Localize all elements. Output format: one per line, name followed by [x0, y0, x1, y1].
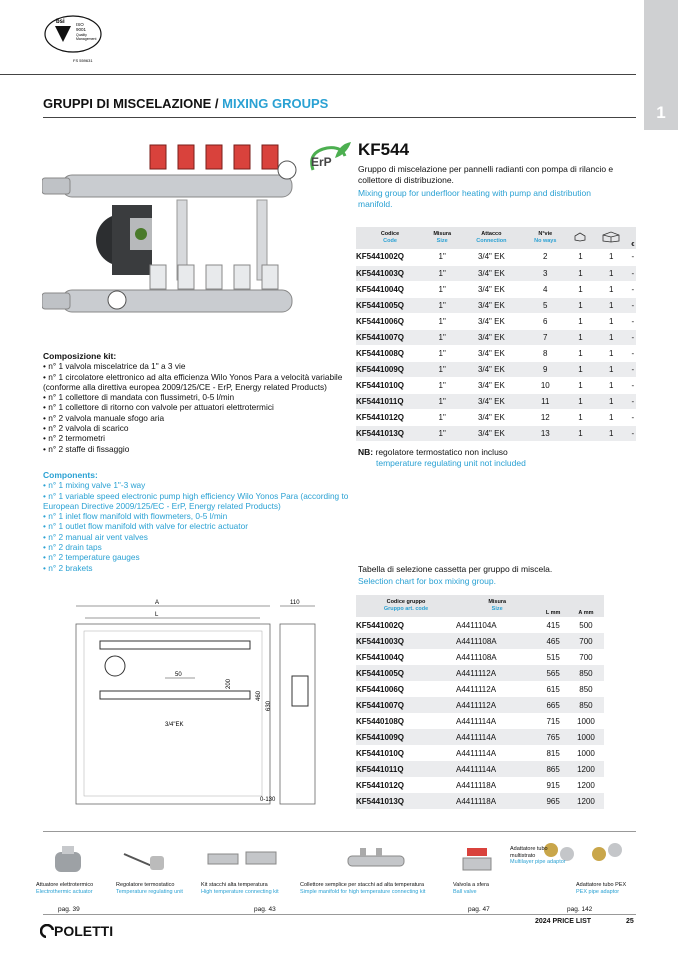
table-cell: KF5441010Q [356, 377, 424, 393]
ball-valve-icon [461, 844, 493, 878]
svg-text:630: 630 [266, 700, 272, 711]
thermostat-icon [122, 844, 168, 874]
table-cell: 1 [593, 265, 630, 281]
table-cell: KF5441007Q [356, 329, 424, 345]
actuator-icon [50, 842, 90, 878]
table-header-row [356, 595, 604, 617]
table-cell: 565 [538, 665, 568, 681]
table-cell: KF5441011Q [356, 761, 456, 777]
table-row [356, 361, 636, 377]
kit-composition-it: Composizione kit: • n° 1 valvola miscelatrice da 1" a 3 vie • n° 1 circolatore elettronico ad alta efficienza Wilo Yonos Para a velocità variabile (conforme alla direttiva europea 2009/125/CE - ErP, Energy related Products) • n° 1 collettore di mandata con flussimetri, 0-5 l/min • n° 1 collettore di ritorno con valvole per attuatori elettrotermici • n° 2 valvola manuale sfogo aria • n° 2 valvola di scarico • n° 2 termometri • n° 2 staffe di fissaggio [43, 351, 358, 454]
table-cell: 1 [568, 361, 593, 377]
page-ref: pag. 39 [58, 906, 80, 913]
table-row [356, 697, 604, 713]
cert-org: bsi [56, 19, 65, 25]
table-cell: A4411108A [456, 633, 538, 649]
table-cell: 3/4" EK [460, 265, 522, 281]
table-cell: 715 [546, 716, 560, 726]
table-cell: - [630, 409, 636, 425]
table-cell: A4411118A [456, 793, 538, 809]
table-cell: - [630, 281, 636, 297]
table-cell: 1000 [577, 748, 595, 758]
footer-rule [43, 914, 636, 915]
svg-text:ISO: ISO [76, 22, 84, 27]
list-item: • n° 1 inlet flow manifold with flowmeters, 0-5 l/min [43, 511, 228, 522]
table-cell: - [630, 361, 636, 377]
list-item: • n° 1 variable speed electronic pump high efficiency Wilo Yonos Para (according to European Directive 2009/125/EC - ErP, Energy related Products) [43, 490, 349, 511]
table-cell: KF5441009Q [356, 361, 424, 377]
table-cell: A4411104A [456, 620, 497, 630]
table-cell: 515 [546, 652, 560, 662]
table-cell: KF5441005Q [356, 665, 456, 681]
table-cell: 1 [568, 281, 593, 297]
table-cell: 1" [424, 425, 460, 441]
table-cell: KF5440108Q [356, 716, 405, 726]
table-row [356, 265, 636, 281]
table-cell: 1200 [568, 761, 604, 777]
svg-text:0-130: 0-130 [260, 797, 276, 803]
price-list-label: 2024 PRICE LIST [535, 918, 592, 925]
table-cell: KF5441002Q [356, 249, 424, 265]
table-cell: - [630, 249, 636, 265]
poletti-logo-icon [40, 924, 54, 938]
erp-badge [305, 140, 353, 182]
table-cell: 1 [568, 249, 593, 265]
table-cell: 1" [424, 313, 460, 329]
svg-text:200: 200 [226, 678, 232, 689]
list-item: • n° 1 collettore di mandata con flussimetri, 0-5 l/min [43, 392, 235, 403]
col-header-l: L mm [538, 595, 568, 617]
table-cell: 1 [593, 329, 630, 345]
table-cell: 12 [522, 409, 568, 425]
table-cell: 1 [568, 329, 593, 345]
table-cell: 1" [424, 345, 460, 361]
table-cell: KF5441007Q [356, 697, 456, 713]
table-cell: 1" [424, 409, 460, 425]
accessory-manifold: Collettore semplice per stacchi ad alta temperatura Simple manifold for high temperature connecting kit [300, 882, 426, 895]
table-cell: 13 [522, 425, 568, 441]
list-item: • n° 2 valvola manuale sfogo aria [43, 412, 165, 423]
table-cell: 9 [522, 361, 568, 377]
table-cell: 1" [424, 377, 460, 393]
page-number: 25 [626, 918, 634, 925]
table-cell: 5 [522, 297, 568, 313]
col-header-a: A mm [568, 595, 604, 617]
pex-adaptor-icon [589, 840, 629, 870]
list-item: • n° 2 manual air vent valves [43, 531, 148, 542]
cert-number: FS 559631 [73, 58, 93, 63]
selection-title-it: Tabella di selezione cassetta per gruppo di miscela. [358, 564, 553, 574]
svg-text:A: A [155, 600, 160, 606]
table-cell: KF5441005Q [356, 297, 424, 313]
table-row [356, 777, 604, 793]
accessory-thermostat: Regolatore termostatico Temperature regulating unit [116, 882, 183, 895]
table-cell: 850 [579, 684, 593, 694]
certification-logo [43, 12, 115, 66]
col-header-group-code: Codice gruppo Gruppo art. code [356, 595, 456, 617]
table-cell: - [630, 313, 636, 329]
table-cell: KF5441013Q [356, 793, 456, 809]
table-row [356, 745, 604, 761]
table-cell: 415 [546, 620, 560, 630]
table-cell: 915 [546, 780, 560, 790]
table-cell: - [630, 265, 636, 281]
table-row [356, 409, 636, 425]
table-cell: KF5441010Q [356, 748, 405, 758]
svg-text:ErP: ErP [311, 155, 332, 169]
list-item: • n° 2 brakets [43, 562, 93, 573]
table-cell: 1 [593, 393, 630, 409]
selection-table [356, 595, 604, 809]
table-cell: KF5441012Q [356, 409, 424, 425]
table-cell: - [630, 377, 636, 393]
page-ref: pag. 43 [254, 906, 276, 913]
table-cell: 1 [593, 281, 630, 297]
table-row [356, 345, 636, 361]
table-cell: 465 [538, 633, 568, 649]
accessory-multilayer-adaptor: Adattatore tubo multistrato Multilayer pipe adaptor [510, 846, 566, 865]
table-cell: 2 [522, 249, 568, 265]
table-cell: A4411114A [456, 761, 538, 777]
table-cell: 3/4" EK [460, 281, 522, 297]
table-cell: 1 [593, 249, 630, 265]
price-table [356, 227, 636, 442]
table-cell: 1" [424, 393, 460, 409]
nb-note: NB: regolatore termostatico non incluso temperature regulating unit not included [358, 447, 526, 468]
table-cell: 3/4" EK [460, 297, 522, 313]
kit-composition-en: Components: • n° 1 mixing valve 1"-3 way • n° 1 variable speed electronic pump high efficiency Wilo Yonos Para (according to European Directive 2009/125/EC - ErP, Energy related Products) • n° 1 inlet flow manifold with flowmeters, 0-5 l/min • n° 1 outlet flow manifold with valve for electric actuator • n° 2 manual air vent valves • n° 2 drain taps • n° 2 temperature gauges • n° 2 brakets [43, 470, 358, 573]
accessory-connecting-kit: Kit stacchi alta temperatura High temperature connecting kit [201, 882, 279, 895]
table-cell: KF5441006Q [356, 684, 405, 694]
product-description-en: Mixing group for underfloor heating with pump and distribution manifold. [358, 188, 591, 209]
table-cell: 665 [538, 697, 568, 713]
table-cell: 1 [593, 297, 630, 313]
package-icon [568, 227, 593, 249]
manifold-icon [346, 844, 406, 874]
brand-logo: POLETTI [40, 923, 113, 939]
list-item: • n° 1 outlet flow manifold with valve for electric actuator [43, 521, 248, 532]
table-cell: 1 [593, 313, 630, 329]
svg-text:3/4"EK: 3/4"EK [165, 722, 184, 728]
table-cell: 700 [568, 633, 604, 649]
table-cell: 1" [424, 361, 460, 377]
header-rule [0, 74, 636, 75]
table-cell: 1 [593, 425, 630, 441]
table-cell: 1 [568, 377, 593, 393]
table-cell: 1" [424, 249, 460, 265]
col-header-size: Misura Size [456, 595, 538, 617]
table-cell: 1 [568, 313, 593, 329]
table-row [356, 249, 636, 265]
table-cell: 1 [568, 425, 593, 441]
table-cell: 765 [538, 729, 568, 745]
table-cell: - [630, 345, 636, 361]
table-row [356, 761, 604, 777]
table-cell: 3/4" EK [460, 393, 522, 409]
table-cell: 850 [568, 697, 604, 713]
table-cell: 1000 [577, 716, 595, 726]
list-item: • n° 2 drain taps [43, 542, 102, 553]
table-row [356, 393, 636, 409]
table-cell: A4411112A [456, 697, 538, 713]
table-cell: KF5441009Q [356, 729, 456, 745]
table-cell: 3/4" EK [460, 361, 522, 377]
list-item: • n° 2 staffe di fissaggio [43, 443, 130, 454]
table-cell: KF5441004Q [356, 281, 424, 297]
list-item: • n° 1 mixing valve 1"-3 way [43, 480, 146, 491]
table-cell: 3/4" EK [460, 345, 522, 361]
table-cell: - [630, 297, 636, 313]
table-cell: 11 [522, 393, 568, 409]
accessory-ball-valve: Valvola a sfera Ball valve [453, 882, 489, 895]
col-header-size: Misura Size [424, 227, 460, 249]
table-cell: 3/4" EK [460, 313, 522, 329]
technical-drawing [70, 596, 335, 816]
svg-text:9001: 9001 [76, 27, 87, 32]
table-cell: 8 [522, 345, 568, 361]
col-header-ways: N°vie No ways [522, 227, 568, 249]
table-cell: 1000 [568, 729, 604, 745]
connecting-kit-icon [206, 844, 286, 874]
table-cell: 3/4" EK [460, 249, 522, 265]
table-cell: KF5441006Q [356, 313, 424, 329]
table-cell: 815 [546, 748, 560, 758]
table-cell: 1 [593, 377, 630, 393]
list-item: • n° 1 valvola miscelatrice da 1" a 3 vie [43, 361, 186, 372]
table-cell: 850 [568, 665, 604, 681]
table-row [356, 729, 604, 745]
table-row [356, 281, 636, 297]
table-cell: - [630, 425, 636, 441]
svg-text:Management: Management [76, 37, 97, 41]
table-cell: 3/4" EK [460, 425, 522, 441]
table-cell: 3 [522, 265, 568, 281]
table-cell: A4411114A [456, 748, 497, 758]
product-description-it: Gruppo di miscelazione per pannelli radianti con pompa di rilancio e collettore di distribuzione. [358, 164, 614, 185]
table-cell: A4411118A [456, 780, 497, 790]
table-cell: 1 [568, 409, 593, 425]
table-cell: 1 [593, 409, 630, 425]
title-rule [43, 117, 636, 118]
col-header-connection: Attacco Connection [460, 227, 522, 249]
table-row [356, 313, 636, 329]
table-cell: 1" [424, 281, 460, 297]
table-cell: 865 [538, 761, 568, 777]
table-cell: 700 [579, 652, 593, 662]
box-icon [593, 227, 630, 249]
table-row [356, 649, 604, 665]
table-cell: 4 [522, 281, 568, 297]
table-cell: 1 [568, 393, 593, 409]
table-cell: 1200 [568, 793, 604, 809]
svg-text:L: L [155, 612, 159, 618]
table-header-row [356, 227, 636, 249]
product-image [42, 140, 307, 340]
table-row [356, 329, 636, 345]
table-row [356, 297, 636, 313]
table-cell: KF5441013Q [356, 425, 424, 441]
accessory-actuator: Attuatore elettrotermico Electrothermic actuator [36, 882, 94, 895]
table-cell: 1200 [577, 780, 595, 790]
col-header-code: Codice Code [356, 227, 424, 249]
table-cell: KF5441003Q [356, 265, 424, 281]
list-item: • n° 1 collettore di ritorno con valvole per attuatori elettrotermici [43, 402, 274, 413]
table-cell: 1 [568, 265, 593, 281]
table-cell: 965 [538, 793, 568, 809]
table-row [356, 665, 604, 681]
page-ref: pag. 142 [567, 906, 593, 913]
selection-title-en: Selection chart for box mixing group. [358, 576, 496, 586]
page-title: GRUPPI DI MISCELAZIONE / MIXING GROUPS [43, 96, 329, 111]
product-code: KF544 [358, 140, 410, 159]
table-cell: 1 [568, 345, 593, 361]
col-header-price: € [630, 227, 636, 249]
table-cell: KF5441008Q [356, 345, 424, 361]
section-number: 1 [656, 103, 666, 122]
table-cell: KF5441002Q [356, 620, 405, 630]
table-row [356, 377, 636, 393]
table-cell: 1" [424, 329, 460, 345]
table-cell: 615 [546, 684, 560, 694]
table-row [356, 793, 604, 809]
table-cell: 6 [522, 313, 568, 329]
table-cell: A4411112A [456, 665, 538, 681]
accessory-pex-adaptor: Adattatore tubo PEX PEX pipe adaptor [576, 882, 627, 895]
table-cell: 3/4" EK [460, 329, 522, 345]
table-cell: 1" [424, 297, 460, 313]
table-cell: 1 [593, 361, 630, 377]
table-cell: A4411108A [456, 652, 497, 662]
table-cell: A4411114A [456, 716, 497, 726]
table-cell: KF5441004Q [356, 652, 405, 662]
table-cell: KF5441011Q [356, 393, 424, 409]
list-item: • n° 2 valvola di scarico [43, 423, 129, 434]
table-cell: 500 [579, 620, 593, 630]
svg-text:460: 460 [256, 690, 262, 701]
accessories-rule [43, 831, 636, 832]
list-item: • n° 1 circolatore elettronico ad alta efficienza Wilo Yonos Para a velocità variabile (conforme alla direttiva europea 2009/125/CE - ErP, Energy related Products) [43, 371, 343, 392]
svg-text:Quality: Quality [76, 33, 87, 37]
table-row [356, 633, 604, 649]
table-row [356, 425, 636, 441]
table-row [356, 681, 604, 697]
page-ref: pag. 47 [468, 906, 490, 913]
list-item: • n° 2 temperature gauges [43, 552, 140, 563]
table-cell: A4411112A [456, 684, 497, 694]
table-cell: 1 [593, 345, 630, 361]
table-cell: KF5441003Q [356, 633, 456, 649]
table-cell: - [630, 329, 636, 345]
table-cell: - [630, 393, 636, 409]
table-row [356, 617, 604, 633]
table-cell: 7 [522, 329, 568, 345]
table-cell: 3/4" EK [460, 409, 522, 425]
list-item: • n° 2 termometri [43, 433, 106, 444]
table-cell: KF5441012Q [356, 780, 405, 790]
table-row [356, 713, 604, 729]
svg-text:50: 50 [175, 672, 182, 678]
table-cell: 1 [568, 297, 593, 313]
table-cell: A4411114A [456, 729, 538, 745]
table-cell: 1" [424, 265, 460, 281]
svg-text:110: 110 [290, 600, 300, 606]
accessories-row [36, 840, 636, 900]
table-cell: 10 [522, 377, 568, 393]
table-cell: 3/4" EK [460, 377, 522, 393]
